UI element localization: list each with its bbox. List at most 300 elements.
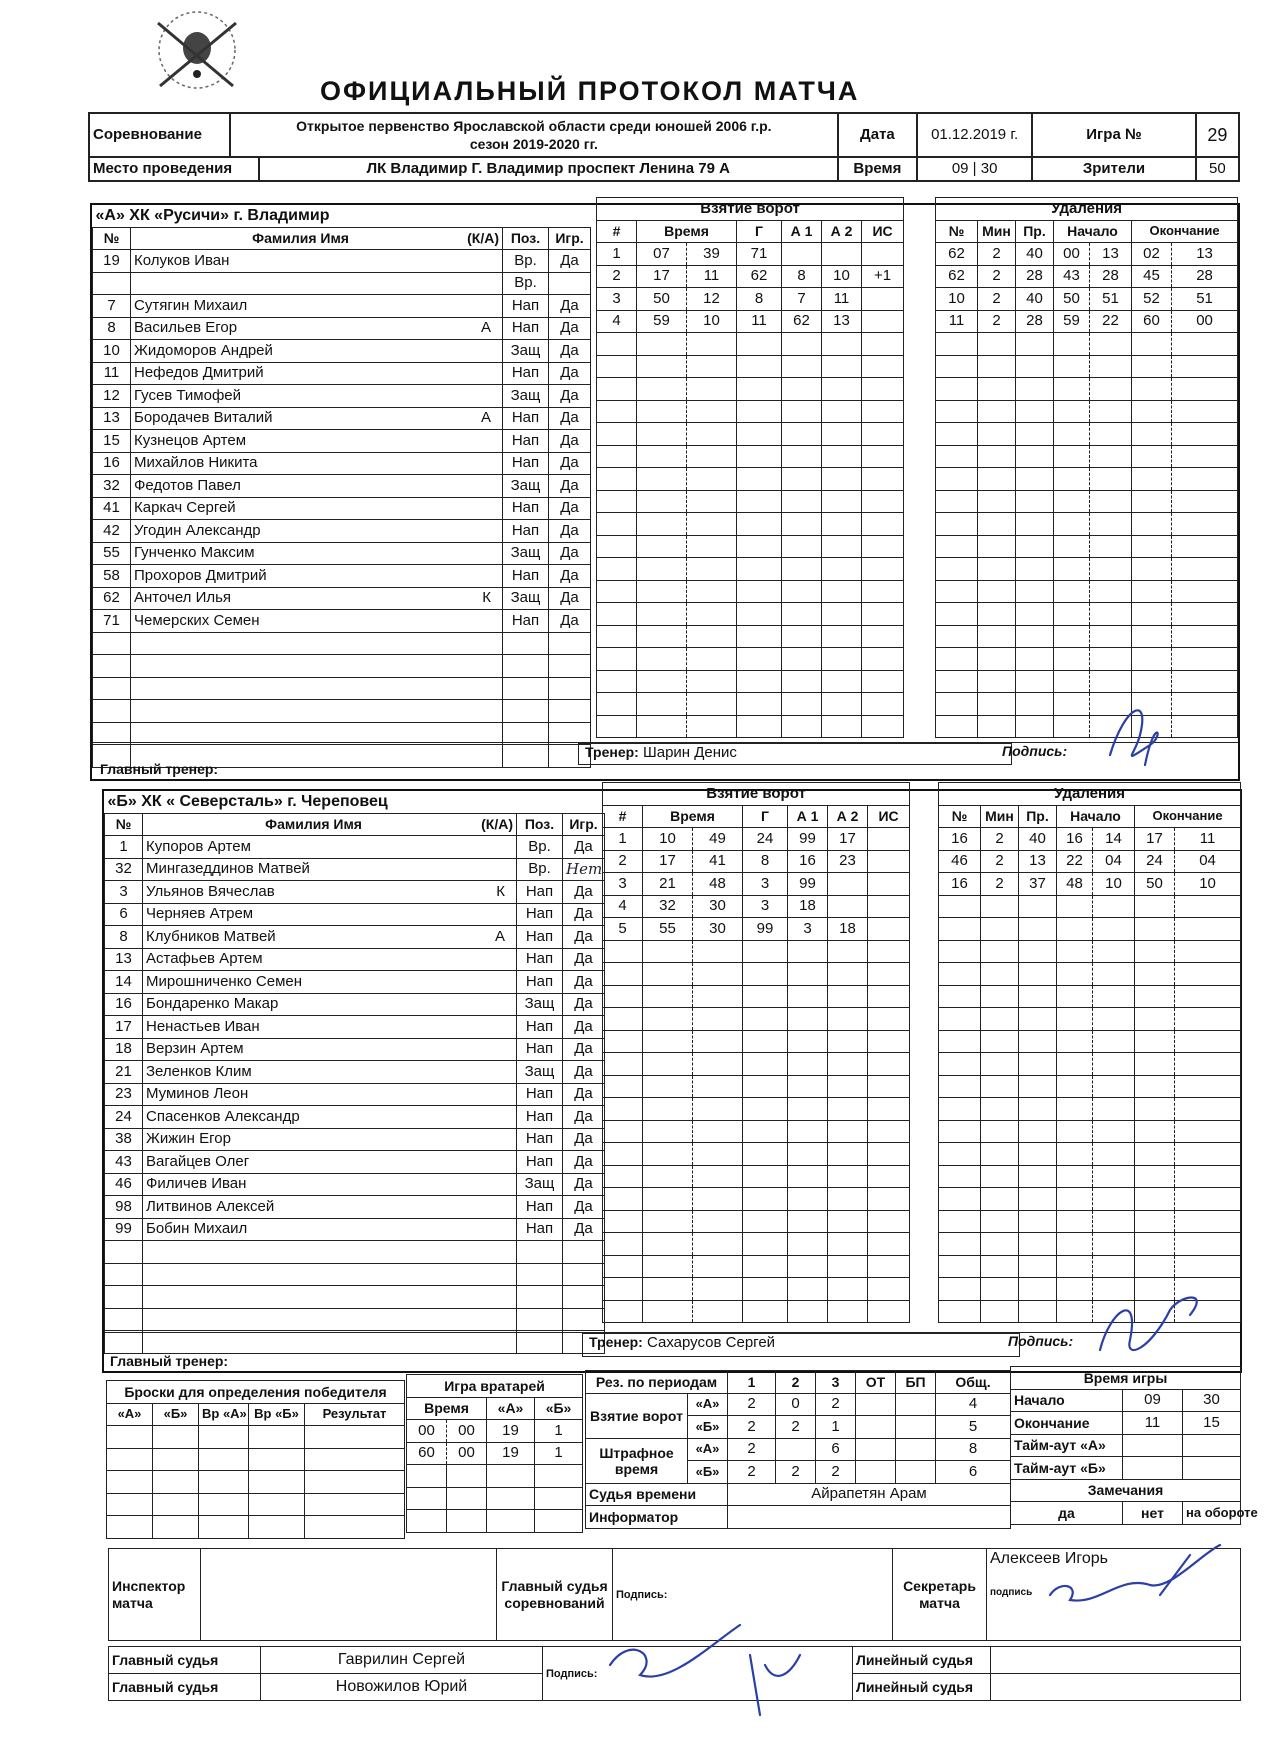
shootout-title: Броски для определения победителя (107, 1381, 405, 1404)
goal-assist-1 (788, 1300, 828, 1323)
player-played: Да (549, 430, 591, 453)
penalty-player: 16 (939, 873, 981, 896)
goal-second (693, 1143, 743, 1166)
goal-second (693, 940, 743, 963)
officials-table: Инспектор матча Главный судья соревнований Подпись: Секретарь матча Алексеев Игорь подпись (108, 1548, 1241, 1641)
goal-assist-1 (782, 468, 822, 491)
goal-situation (862, 715, 904, 738)
penalty-end-min (1132, 468, 1172, 491)
penalty-start-sec (1090, 355, 1132, 378)
penalty-reason (1016, 648, 1054, 671)
penalty-start-min (1054, 558, 1090, 581)
player-name: Литвинов Алексей (143, 1196, 517, 1219)
goal-assist-1 (788, 985, 828, 1008)
penalty-minutes (978, 333, 1016, 356)
goal-row (597, 400, 904, 423)
penalty-end-min (1132, 423, 1172, 446)
goal-minute (637, 715, 687, 738)
penalty-reason (1019, 1030, 1057, 1053)
goal-row (597, 648, 904, 671)
penalty-end-min (1132, 378, 1172, 401)
goal-minute (637, 355, 687, 378)
penalty-row (939, 940, 1241, 963)
goal-row (603, 895, 910, 918)
penalty-end-sec (1175, 1165, 1241, 1188)
goal-situation (868, 918, 910, 941)
goal-minute (643, 1255, 693, 1278)
player-played: Да (563, 881, 605, 904)
penalty-player (936, 355, 978, 378)
informer-label: Информатор (586, 1506, 728, 1529)
penalty-reason (1019, 1255, 1057, 1278)
penalty-player (936, 648, 978, 671)
penalty-row (936, 400, 1238, 423)
player-row (93, 340, 591, 363)
penalty-minutes (981, 1278, 1019, 1301)
player-row (105, 1308, 605, 1331)
penalty-start-min (1054, 535, 1090, 558)
penalty-row (936, 625, 1238, 648)
goal-row (597, 310, 904, 333)
penalty-start-min (1054, 513, 1090, 536)
goal-scorer (743, 1030, 788, 1053)
goal-number (597, 580, 637, 603)
goalie-sec: 00 (447, 1442, 487, 1465)
goal-number (597, 468, 637, 491)
goal-row (603, 1165, 910, 1188)
player-played: Да (549, 362, 591, 385)
penalty-reason: 40 (1016, 243, 1054, 266)
player-row (93, 295, 591, 318)
penalty-row (936, 310, 1238, 333)
player-position: Нап (517, 1218, 563, 1241)
goal-assist-2 (828, 1188, 868, 1211)
goal-situation (868, 850, 910, 873)
goal-assist-2 (828, 1030, 868, 1053)
penalty-start-sec (1090, 580, 1132, 603)
penalty-row (936, 580, 1238, 603)
penalty-start-sec (1093, 1165, 1135, 1188)
goal-situation (868, 1210, 910, 1233)
player-played: Да (563, 1061, 605, 1084)
player-played: Да (549, 340, 591, 363)
player-name: Астафьев Артем (143, 948, 517, 971)
competition-value: Открытое первенство Ярославской области среди юношей 2006 г.р. сезон 2019-2020 гг. (230, 113, 838, 157)
penalty-row (939, 1030, 1241, 1053)
goal-assist-2 (822, 580, 862, 603)
goal-scorer: 24 (743, 828, 788, 851)
penalty-reason (1016, 468, 1054, 491)
goal-row (597, 580, 904, 603)
goal-scorer (737, 558, 782, 581)
goal-row (597, 445, 904, 468)
penalty-row (936, 445, 1238, 468)
penalty-start-min (1057, 1165, 1093, 1188)
goal-situation (868, 1008, 910, 1031)
penalty-minutes: 2 (978, 243, 1016, 266)
penalty-end-sec (1172, 333, 1238, 356)
goal-situation (868, 1165, 910, 1188)
goal-situation (868, 1278, 910, 1301)
goalie-a: 19 (487, 1420, 535, 1443)
goal-assist-1: 99 (788, 828, 828, 851)
goal-minute (643, 1053, 693, 1076)
player-played: Да (549, 385, 591, 408)
goal-number: 1 (597, 243, 637, 266)
goal-scorer (737, 355, 782, 378)
penalty-end-min (1132, 625, 1172, 648)
chief-judge-2-label: Главный судья (109, 1674, 261, 1701)
goal-second: 39 (687, 243, 737, 266)
goalie-b: 1 (535, 1442, 583, 1465)
team-title: «Б» ХК « Северсталь» г. Череповец (107, 792, 388, 810)
penalty-minutes (981, 1300, 1019, 1323)
penalty-reason (1016, 513, 1054, 536)
player-row (105, 1263, 605, 1286)
goal-minute (637, 625, 687, 648)
player-row (93, 497, 591, 520)
player-position: Нап (503, 362, 549, 385)
player-played (563, 1263, 605, 1286)
goal-scorer (737, 490, 782, 513)
goal-second (693, 1210, 743, 1233)
player-row (93, 632, 591, 655)
penalty-end-sec (1175, 1210, 1241, 1233)
goal-situation (868, 1120, 910, 1143)
penalty-end-sec (1172, 490, 1238, 513)
goal-second (687, 355, 737, 378)
penalty-end-sec (1175, 1030, 1241, 1053)
player-played: Да (549, 475, 591, 498)
page-title: ОФИЦИАЛЬНЫЙ ПРОТОКОЛ МАТЧА (320, 76, 860, 106)
player-name: Верзин Артем (143, 1038, 517, 1061)
player-position: Нап (503, 295, 549, 318)
goal-second (687, 445, 737, 468)
goal-scorer (737, 625, 782, 648)
player-position: Вр. (517, 858, 563, 881)
penalty-start-min (1057, 1143, 1093, 1166)
penalty-reason: 37 (1019, 873, 1057, 896)
penalty-row (936, 378, 1238, 401)
goal-second (693, 1255, 743, 1278)
penalty-start-min (1057, 963, 1093, 986)
player-row (105, 1106, 605, 1129)
goal-minute (643, 1075, 693, 1098)
player-number: 46 (105, 1173, 143, 1196)
player-number: 10 (93, 340, 131, 363)
period-row-label: Штрафное время (586, 1438, 688, 1483)
player-number: 32 (93, 475, 131, 498)
penalty-player: 62 (936, 243, 978, 266)
goal-minute (643, 1098, 693, 1121)
goal-scorer (737, 535, 782, 558)
player-position: Защ (503, 587, 549, 610)
penalty-start-sec (1093, 1120, 1135, 1143)
penalty-player (939, 1143, 981, 1166)
goal-row (597, 625, 904, 648)
goal-assist-1 (788, 963, 828, 986)
goal-scorer (737, 603, 782, 626)
player-played: Да (563, 1038, 605, 1061)
goal-scorer: 71 (737, 243, 782, 266)
goal-assist-1: 3 (788, 918, 828, 941)
goal-minute (637, 490, 687, 513)
penalty-start-sec (1090, 333, 1132, 356)
goal-assist-2 (822, 693, 862, 716)
player-name (131, 677, 503, 700)
penalty-reason (1016, 603, 1054, 626)
player-name: Ненастьев Иван (143, 1016, 517, 1039)
goal-scorer (737, 693, 782, 716)
penalty-end-sec (1175, 1098, 1241, 1121)
penalty-reason (1019, 1008, 1057, 1031)
player-played: Да (563, 1083, 605, 1106)
goal-minute: 17 (637, 265, 687, 288)
team-b-penalties: Удаления № Мин Пр. Начало Окончание 16 2 40 16 14 17 11 46 2 13 22 04 24 04 16 2 37 48 10 50 10 (938, 782, 1241, 1323)
penalty-end-sec (1172, 670, 1238, 693)
spectators-value: 50 (1196, 157, 1239, 181)
player-number (93, 700, 131, 723)
goal-number (603, 1120, 643, 1143)
goal-assist-2 (828, 1233, 868, 1256)
player-played: Да (549, 317, 591, 340)
goal-second (687, 603, 737, 626)
penalty-player (936, 535, 978, 558)
goal-assist-1 (782, 670, 822, 693)
goal-row (603, 828, 910, 851)
player-name: Угодин Александр (131, 520, 503, 543)
goal-assist-1 (782, 355, 822, 378)
player-number: 16 (93, 452, 131, 475)
linesman-2-label: Линейный судья (853, 1674, 991, 1701)
goal-minute (643, 963, 693, 986)
penalty-row (939, 963, 1241, 986)
goal-assist-1 (782, 535, 822, 558)
goal-number: 1 (603, 828, 643, 851)
penalty-end-min (1132, 535, 1172, 558)
player-played (549, 677, 591, 700)
penalty-end-sec (1175, 895, 1241, 918)
penalty-start-sec (1090, 603, 1132, 626)
player-row (105, 926, 605, 949)
penalty-start-sec (1090, 400, 1132, 423)
penalty-reason (1019, 1143, 1057, 1166)
penalty-row (939, 1233, 1241, 1256)
player-position (517, 1286, 563, 1309)
penalty-minutes (978, 513, 1016, 536)
goal-scorer (743, 1188, 788, 1211)
player-played: Да (563, 948, 605, 971)
linesman-1-label: Линейный судья (853, 1647, 991, 1674)
goal-second (687, 693, 737, 716)
goal-situation (868, 1300, 910, 1323)
team-b-roster: «Б» ХК « Северсталь» г. Череповец № Фамилия Имя (К/А) Поз. Игр. 1 Купоров Артем Вр. Да 32 Мингазеддинов Матвей Вр. Нет 3 Ульянов Вячеслав К Нап Да 6 Черняев Атрем Нап Да 8 Клубников Матвей А Нап Да 13 Астафьев Артем Нап Да 14 Мирошниченко Семен Нап Да 16 Бондаренко Макар Защ Да 17 Ненастьев Иван Нап Да 18 Верзин Артем Нап Да 21 Зеленков Клим Защ Да 23 Муминов Леон Нап Да 24 Спасенков Александр Нап Да 38 Жижин Егор Нап Да 43 Вагайцев Олег Нап Да 46 Филичев Иван Защ Да 98 Литвинов Алексей Нап Да 99 Бобин Михаил Нап Да (104, 791, 605, 1354)
player-row (93, 250, 591, 273)
player-row (105, 1218, 605, 1241)
penalty-player: 62 (936, 265, 978, 288)
player-row (105, 1151, 605, 1174)
penalty-end-sec (1175, 985, 1241, 1008)
penalty-reason (1019, 1053, 1057, 1076)
goal-row (603, 1210, 910, 1233)
penalty-reason (1016, 423, 1054, 446)
penalty-minutes (981, 1120, 1019, 1143)
player-played (563, 1308, 605, 1331)
goal-scorer (737, 580, 782, 603)
penalty-player: 10 (936, 288, 978, 311)
penalty-row (939, 1075, 1241, 1098)
goal-scorer (737, 648, 782, 671)
player-row (93, 475, 591, 498)
penalty-end-min (1132, 603, 1172, 626)
player-name: Мингазеддинов Матвей (143, 858, 517, 881)
goal-assist-1 (782, 378, 822, 401)
penalty-minutes (981, 1030, 1019, 1053)
penalty-minutes (978, 378, 1016, 401)
player-name (131, 272, 503, 295)
player-number: 19 (93, 250, 131, 273)
penalty-start-min (1057, 1008, 1093, 1031)
goal-situation (868, 1098, 910, 1121)
player-position: Нап (517, 903, 563, 926)
goal-assist-1: 62 (782, 310, 822, 333)
player-name: Васильев Егор А (131, 317, 503, 340)
goal-second (687, 513, 737, 536)
penalty-end-min (1132, 490, 1172, 513)
player-played: Да (563, 1151, 605, 1174)
player-number: 11 (93, 362, 131, 385)
player-position: Нап (517, 1016, 563, 1039)
goal-situation (862, 400, 904, 423)
penalty-start-min (1057, 1255, 1093, 1278)
penalty-start-min (1054, 693, 1090, 716)
goal-second (693, 1233, 743, 1256)
penalty-row (939, 1120, 1241, 1143)
penalty-end-min (1132, 333, 1172, 356)
player-name: Купоров Артем (143, 836, 517, 859)
goal-assist-2 (828, 1143, 868, 1166)
goal-minute (637, 445, 687, 468)
penalty-reason (1016, 715, 1054, 738)
goal-second: 30 (693, 918, 743, 941)
player-played: Да (563, 993, 605, 1016)
goal-assist-1 (782, 400, 822, 423)
goal-number (603, 1188, 643, 1211)
penalty-reason (1019, 963, 1057, 986)
goal-minute (643, 1165, 693, 1188)
penalty-end-min (1132, 355, 1172, 378)
roster-header-name: Фамилия Имя (К/А) (143, 813, 517, 836)
penalty-end-min: 02 (1132, 243, 1172, 266)
player-number: 55 (93, 542, 131, 565)
penalty-row (936, 558, 1238, 581)
player-row (93, 452, 591, 475)
goal-row (597, 513, 904, 536)
goal-number (597, 693, 637, 716)
goal-assist-1 (782, 625, 822, 648)
player-name: Сутягин Михаил (131, 295, 503, 318)
goal-minute (643, 1233, 693, 1256)
player-row (105, 1128, 605, 1151)
penalty-end-sec: 00 (1172, 310, 1238, 333)
period-row-label: Взятие ворот (586, 1393, 688, 1438)
player-position (503, 655, 549, 678)
penalty-minutes (981, 1165, 1019, 1188)
player-number: 62 (93, 587, 131, 610)
team-a-signature (1090, 695, 1180, 775)
player-row (105, 836, 605, 859)
player-name: Кузнецов Артем (131, 430, 503, 453)
goal-assist-1 (788, 1075, 828, 1098)
goal-second (693, 1120, 743, 1143)
penalty-row (936, 288, 1238, 311)
player-row (105, 1241, 605, 1264)
chief-judge-1-value: Гаврилин Сергей (261, 1647, 543, 1674)
goal-assist-2: 17 (828, 828, 868, 851)
goal-row (597, 468, 904, 491)
penalty-end-min (1135, 1030, 1175, 1053)
goal-number (597, 445, 637, 468)
penalty-end-sec (1172, 580, 1238, 603)
player-played: Да (549, 250, 591, 273)
goal-row (603, 1120, 910, 1143)
penalty-end-sec (1175, 1053, 1241, 1076)
penalty-row (939, 1143, 1241, 1166)
player-played: Да (563, 903, 605, 926)
player-position: Защ (503, 385, 549, 408)
player-position: Вр. (503, 272, 549, 295)
penalty-minutes (981, 963, 1019, 986)
goal-second (687, 333, 737, 356)
goal-row (603, 1075, 910, 1098)
team-a-goals: Взятие ворот # Время Г А 1 А 2 ИС 1 07 39 71 2 17 11 62 8 10 +1 3 50 12 8 7 11 4 59 10 11 62 13 (596, 197, 904, 738)
goal-minute: 59 (637, 310, 687, 333)
goal-assist-1 (782, 603, 822, 626)
penalty-player (939, 895, 981, 918)
player-row (93, 430, 591, 453)
penalty-end-sec: 51 (1172, 288, 1238, 311)
penalty-minutes (981, 1008, 1019, 1031)
penalty-start-min (1057, 918, 1093, 941)
penalty-reason (1016, 445, 1054, 468)
goal-second (693, 1053, 743, 1076)
penalty-start-min (1057, 1188, 1093, 1211)
goal-assist-2: 11 (822, 288, 862, 311)
goal-scorer: 3 (743, 873, 788, 896)
goal-scorer: 62 (737, 265, 782, 288)
penalty-reason (1019, 895, 1057, 918)
goal-assist-2 (822, 423, 862, 446)
player-row (105, 858, 605, 881)
player-number (93, 677, 131, 700)
penalty-end-sec (1172, 558, 1238, 581)
penalty-end-min: 24 (1135, 850, 1175, 873)
player-number: 21 (105, 1061, 143, 1084)
penalty-player: 16 (939, 828, 981, 851)
player-row (105, 1173, 605, 1196)
goal-number (603, 1098, 643, 1121)
player-name: Бондаренко Макар (143, 993, 517, 1016)
penalty-end-min (1135, 1165, 1175, 1188)
penalty-reason (1019, 1120, 1057, 1143)
penalty-row (939, 1098, 1241, 1121)
goal-minute (637, 535, 687, 558)
goal-minute (643, 985, 693, 1008)
player-row (93, 520, 591, 543)
penalty-reason (1019, 1210, 1057, 1233)
goal-row (603, 1098, 910, 1121)
player-name: Зеленков Клим (143, 1061, 517, 1084)
